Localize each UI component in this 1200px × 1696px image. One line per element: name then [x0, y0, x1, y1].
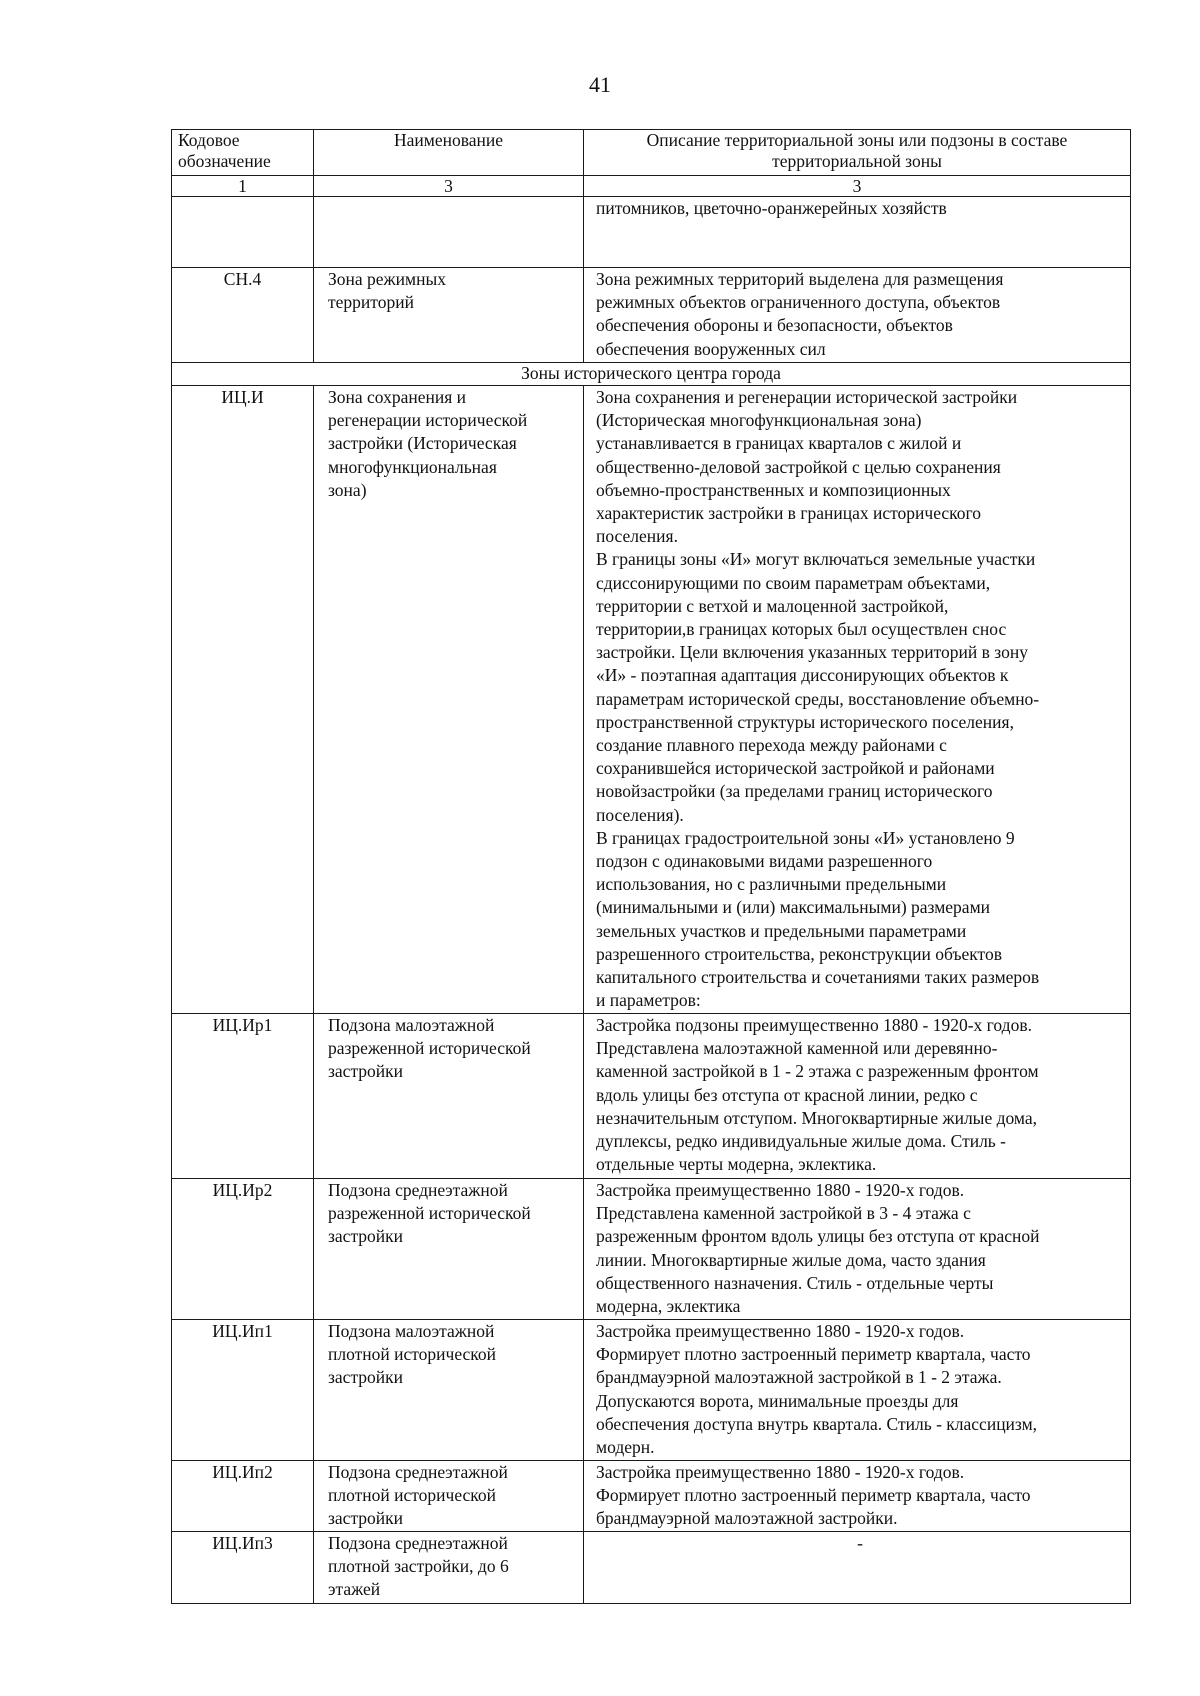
zone-code: ИЦ.Ир2: [172, 1179, 314, 1320]
zone-name: Подзона малоэтажной плотной исторической застройки: [314, 1320, 584, 1461]
column-number: 1: [172, 176, 314, 197]
zone-code: ИЦ.И: [172, 386, 314, 1014]
zone-code: ИЦ.Ип2: [172, 1461, 314, 1532]
section-row: [172, 363, 1131, 386]
column-numbers-row: [172, 176, 1131, 197]
zone-name: Подзона среднеэтажной плотной застройки, до 6 этажей: [314, 1532, 584, 1604]
page-number: 41: [589, 72, 611, 97]
zone-name: Подзона среднеэтажной разреженной исторической застройки: [314, 1179, 584, 1320]
zone-code: СН.4: [172, 268, 314, 363]
table-row: [172, 1179, 1131, 1320]
zone-description: Зона сохранения и регенерации исторической застройки (Историческая многофункциональная зона) устанавливается в границах кварталов с жилой и общественно-деловой застройкой с целью сохранения объемно-пространственных и композиционных характеристик застройки в границах исторического поселения. В границы зоны «И» могут включаться земельные участки сдиссонирующими по своим параметрам объектами, территории с ветхой и малоценной застройкой, территории,в границах которых был осуществлен снос застройки. Цели включения указанных территорий в зону «И» - поэтапная адаптация диссонирующих объектов к параметрам исторической среды, восстановление объемно- пространственной структуры исторического поселения, создание плавного перехода между районами с сохранившейся исторической застройкой и районами новойзастройки (за пределами границ исторического поселения). В границах градостроительной зоны «И» установлено 9 подзон с одинаковыми видами разрешенного использования, но с различными предельными (минимальными и (или) максимальными) размерами земельных участков и предельными параметрами разрешенного строительства, реконструкции объектов капитального строительства и сочетаниями таких размеров и параметров:: [584, 386, 1131, 1014]
table-row: [172, 1014, 1131, 1179]
table-row: [172, 1461, 1131, 1532]
section-title: Зоны исторического центра города: [172, 363, 1131, 386]
table-header-row: [172, 130, 1131, 176]
zone-description: питомников, цветочно-оранжерейных хозяйств: [584, 197, 1131, 268]
zone-code: ИЦ.Ип3: [172, 1532, 314, 1604]
zones-table: [171, 129, 1131, 1604]
zone-name: Подзона малоэтажной разреженной исторической застройки: [314, 1014, 584, 1179]
zone-description: Застройка подзоны преимущественно 1880 - 1920-х годов. Представлена малоэтажной каменной или деревянно- каменной застройкой в 1 - 2 этажа с разреженным фронтом вдоль улицы без отступа от красной линии, редко с незначительным отступом. Многоквартирные жилые дома, дуплексы, редко индивидуальные жилые дома. Стиль - отдельные черты модерна, эклектика.: [584, 1014, 1131, 1179]
zone-code: ИЦ.Ир1: [172, 1014, 314, 1179]
table-row: [172, 1532, 1131, 1604]
column-number: 3: [584, 176, 1131, 197]
zone-description: Застройка преимущественно 1880 - 1920-х годов. Формирует плотно застроенный периметр квартала, часто брандмауэрной малоэтажной застройкой в 1 - 2 этажа. Допускаются ворота, минимальные проезды для обеспечения доступа внутрь квартала. Стиль - классицизм, модерн.: [584, 1320, 1131, 1461]
header-name: Наименование: [314, 130, 584, 176]
table-row: [172, 197, 1131, 268]
zone-description: Зона режимных территорий выделена для размещения режимных объектов ограниченного доступа, объектов обеспечения обороны и безопасности, объектов обеспечения вооруженных сил: [584, 268, 1131, 363]
zone-name: Зона сохранения и регенерации исторической застройки (Историческая многофункциональная зона): [314, 386, 584, 1014]
zone-description: Застройка преимущественно 1880 - 1920-х годов. Представлена каменной застройкой в 3 - 4 этажа с разреженным фронтом вдоль улицы без отступа от красной линии. Многоквартирные жилые дома, часто здания общественного назначения. Стиль - отдельные черты модерна, эклектика: [584, 1179, 1131, 1320]
table-row: [172, 386, 1131, 1014]
header-code: Кодовое обозначение: [172, 130, 314, 176]
header-description: Описание территориальной зоны или подзоны в составе территориальной зоны: [584, 130, 1131, 176]
zone-name: [314, 197, 584, 268]
table-row: [172, 268, 1131, 363]
zone-description: Застройка преимущественно 1880 - 1920-х годов. Формирует плотно застроенный периметр квартала, часто брандмауэрной малоэтажной застройки.: [584, 1461, 1131, 1532]
column-number: 3: [314, 176, 584, 197]
zone-name: Зона режимных территорий: [314, 268, 584, 363]
zone-description: -: [584, 1532, 1131, 1604]
table-row: [172, 1320, 1131, 1461]
zone-code: [172, 197, 314, 268]
zone-code: ИЦ.Ип1: [172, 1320, 314, 1461]
zone-name: Подзона среднеэтажной плотной исторической застройки: [314, 1461, 584, 1532]
